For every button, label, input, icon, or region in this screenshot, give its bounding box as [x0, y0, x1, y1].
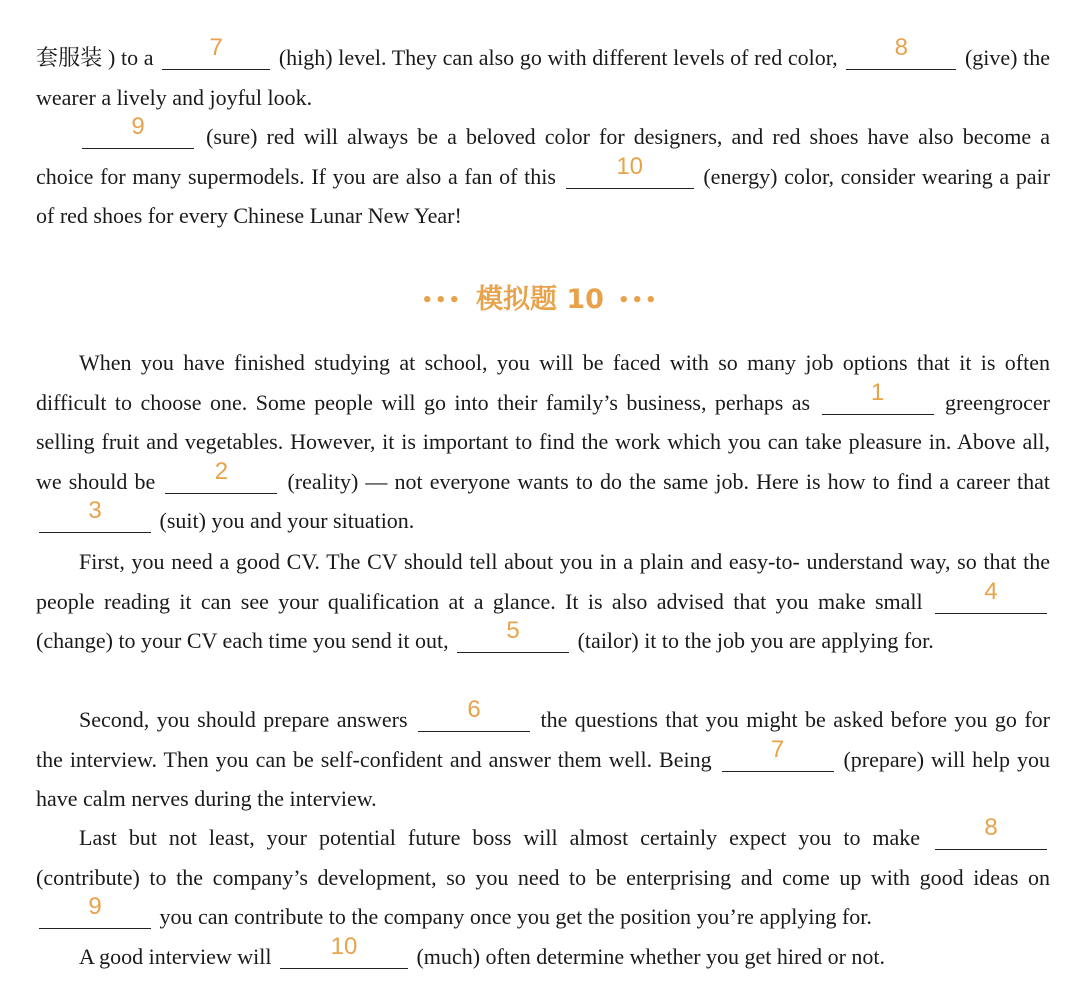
decorative-dots-left: •••: [421, 289, 462, 311]
blank-number: 4: [984, 577, 998, 605]
answer-blank-4[interactable]: [935, 577, 1047, 614]
text-segment: Second, you should prepare answers: [79, 707, 408, 732]
blank-number: 10: [330, 933, 358, 960]
passage-paragraph-1: [36, 343, 1050, 541]
section-heading: [0, 282, 1080, 319]
blank-number: 2: [214, 457, 229, 485]
text-segment: (high) level. They can also go with different levels of red color,: [278, 45, 838, 70]
blank-number: 10: [616, 152, 644, 180]
text-segment: (reality) — not everyone wants to do the same job. Here is how to find a career that: [287, 468, 1051, 494]
text-segment: A good interview will: [79, 944, 272, 969]
blank-number: 8: [984, 814, 998, 841]
blank-number: 1: [870, 378, 885, 406]
section-title: 模拟题 10: [476, 284, 604, 315]
answer-blank-8b[interactable]: [935, 814, 1047, 850]
answer-blank-3[interactable]: [39, 497, 151, 533]
text-segment: (sure) red will always be a beloved color for designers, and red shoes have also become a choice for many supermodels. If you are also a fan of this: [36, 124, 1050, 189]
blank-number: 9: [88, 893, 102, 921]
text-segment: 套服装 ) to a: [36, 45, 154, 70]
passage-paragraph-2: [36, 542, 1050, 661]
answer-blank-10[interactable]: [566, 152, 694, 189]
blank-number: 7: [770, 735, 785, 763]
answer-blank-2[interactable]: [165, 457, 277, 494]
passage-paragraph-4: [36, 814, 1050, 937]
text-segment: (give) the wearer a lively and joyful look.: [36, 45, 1050, 110]
blank-number: 3: [88, 497, 102, 525]
answer-blank-8[interactable]: [846, 34, 956, 70]
blank-number: 9: [131, 113, 145, 140]
text-segment: (suit) you and your situation.: [159, 508, 415, 534]
answer-blank-9b[interactable]: [39, 893, 151, 929]
top-paragraph-2: [36, 113, 1051, 236]
blank-number: 7: [209, 34, 223, 61]
blank-number: 8: [894, 34, 908, 61]
text-segment: you can contribute to the company once you get the position you’re applying for.: [159, 904, 872, 930]
blank-number: 5: [506, 617, 520, 645]
text-segment: (tailor) it to the job you are applying for.: [577, 628, 934, 654]
answer-blank-5[interactable]: [457, 617, 569, 653]
text-segment: First, you need a good CV. The CV should tell about you in a plain and easy-to- understand way, so that the people reading it can see your qualification at a glance. It is also advised that you make small: [36, 549, 1050, 614]
answer-blank-10b[interactable]: [280, 933, 408, 969]
text-segment: (change) to your CV each time you send it out,: [36, 628, 449, 654]
text-segment: When you have finished studying at school, you will be faced with so many job options that it is often difficult to choose one. Some people will go into their family’s business, perhaps as: [36, 350, 1050, 415]
text-segment: Last but not least, your potential future boss will almost certainly expect you to make: [79, 825, 921, 850]
top-paragraph-1: [36, 34, 1050, 117]
text-segment: (much) often determine whether you get hired or not.: [416, 944, 886, 969]
passage-paragraph-5: [36, 933, 1050, 977]
text-segment: greengrocer selling fruit and vegetables. However, it is important to find the work which you can take pleasure in. Above all, we should be: [36, 389, 1051, 494]
answer-blank-7b[interactable]: [722, 735, 834, 772]
text-segment: the questions that you might be asked before you go for the interview. Then you can be self-confident and answer them well. Being: [36, 707, 1050, 772]
answer-blank-9[interactable]: [82, 113, 194, 149]
text-segment: (energy) color, consider wearing a pair of red shoes for every Chinese Lunar New Year!: [36, 163, 1051, 229]
passage-paragraph-3: [36, 696, 1050, 819]
answer-blank-6[interactable]: [418, 696, 530, 732]
text-segment: (prepare) will help you have calm nerves during the interview.: [36, 746, 1050, 812]
blank-number: 6: [467, 696, 481, 723]
text-segment: (contribute) to the company’s development, so you need to be enterprising and come up with good ideas on: [36, 864, 1050, 890]
decorative-dots-right: •••: [617, 289, 659, 311]
answer-blank-1[interactable]: [822, 378, 934, 415]
answer-blank-7[interactable]: [162, 34, 270, 70]
